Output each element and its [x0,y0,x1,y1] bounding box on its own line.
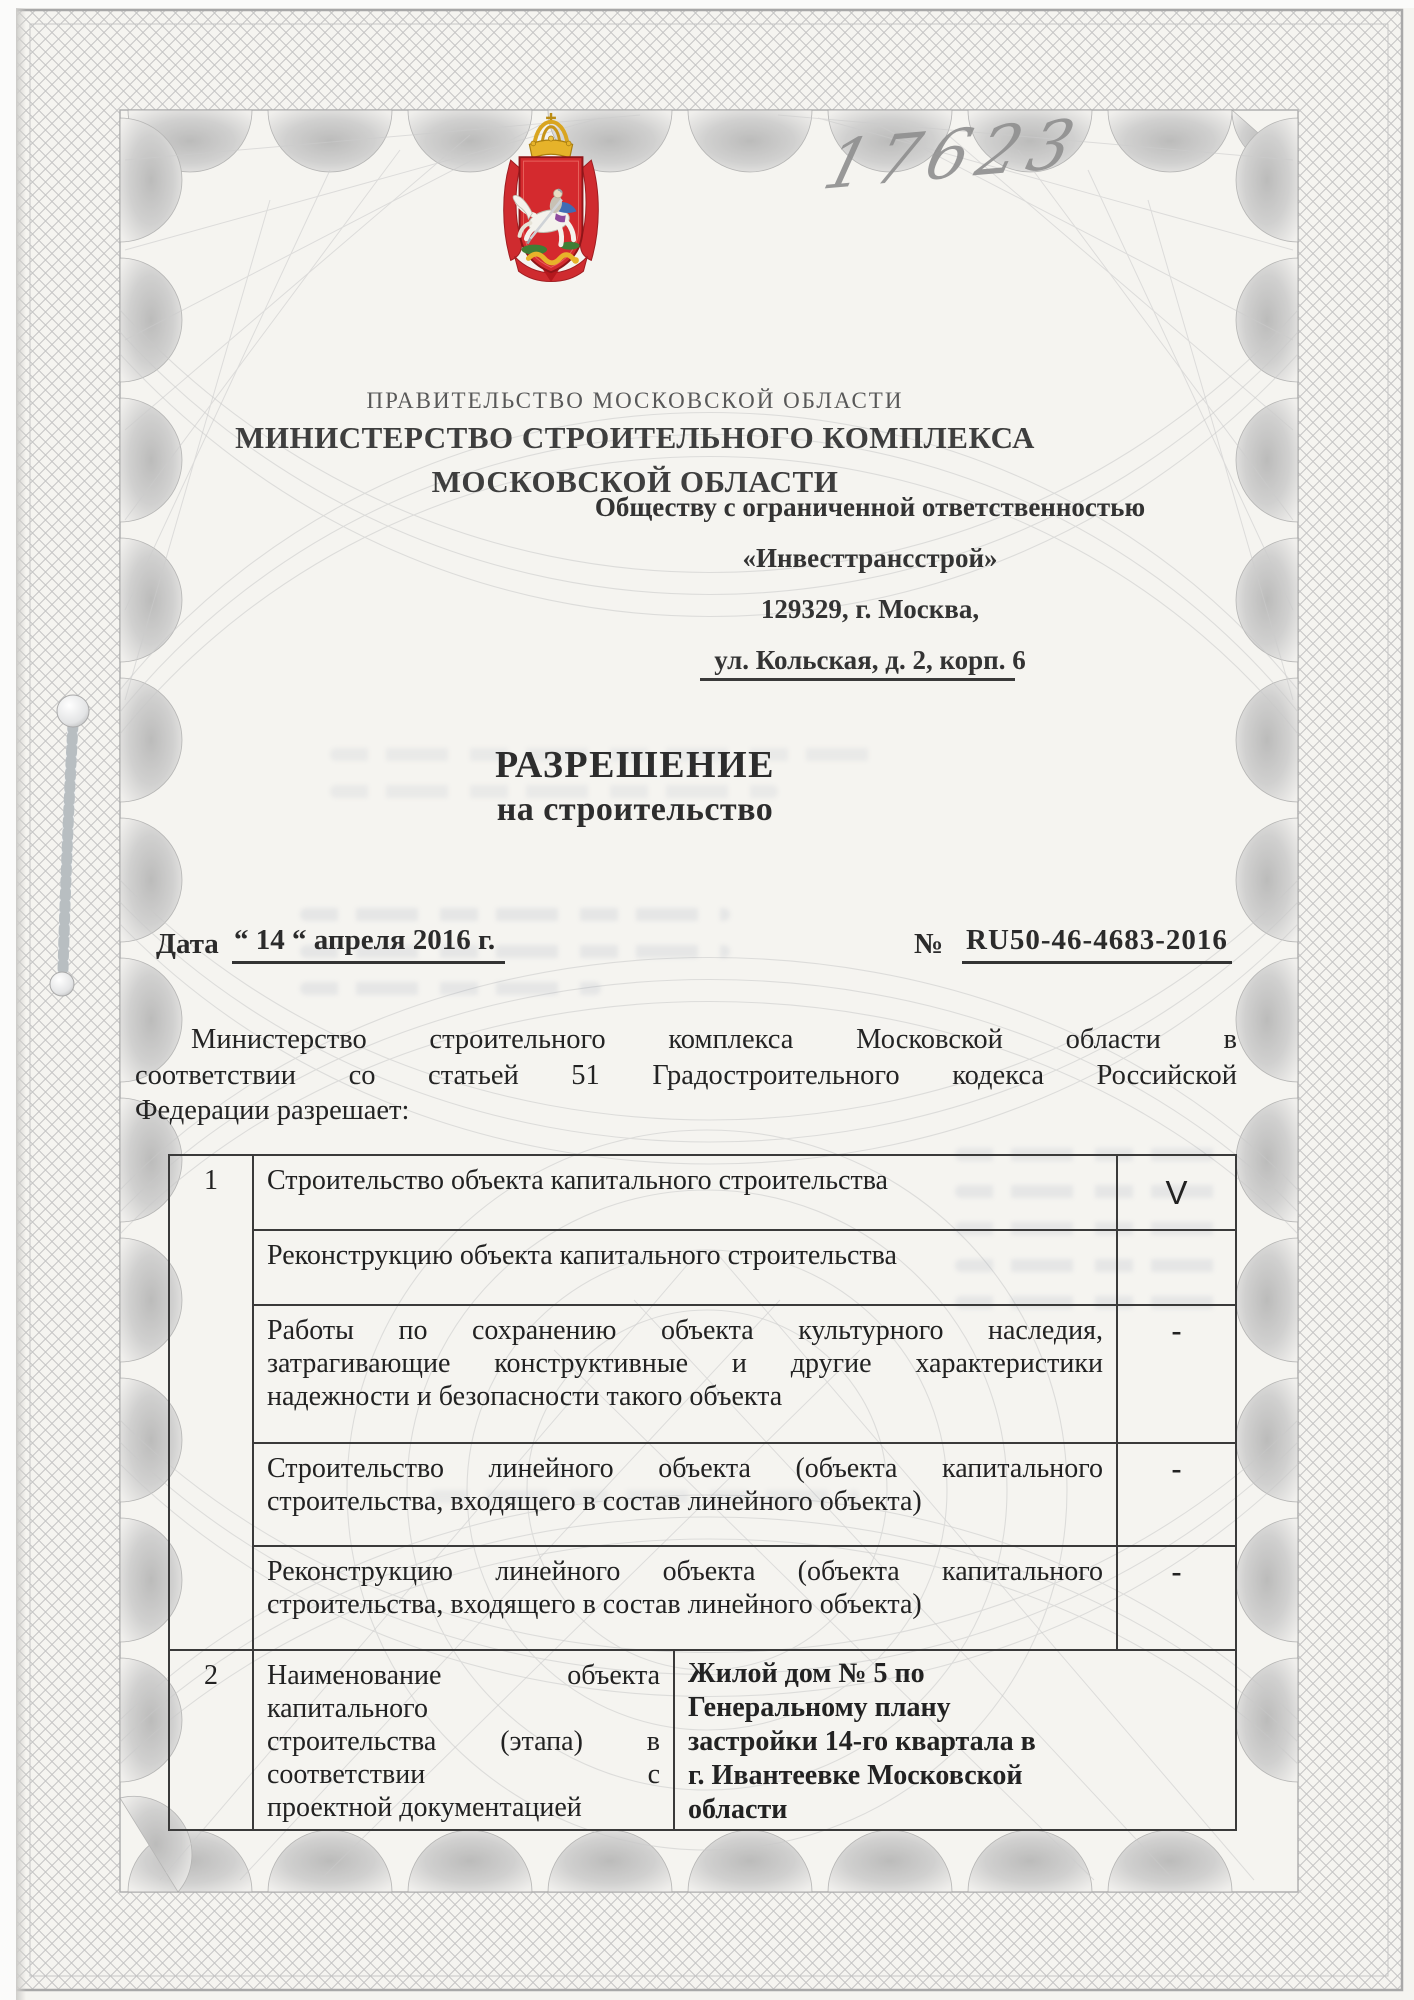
table-row: Строительство объекта капитального строительства [254,1156,1118,1231]
table-row: Работы по сохранению объекта культурного наследия, затрагивающие конструктивные и другие характеристики надежности и безопасности такого объекта [254,1306,1118,1444]
intro-paragraph: Министерство строительного комплекса Московской области в соответствии со статьей 51 Градостроительного кодекса Российской Федерации разрешает: [135,1024,1237,1126]
permit-table [168,1154,1237,1831]
title-line-1: РАЗРЕШЕНИЕ [495,744,775,786]
table-row: Реконструкцию объекта капитального строительства [254,1231,1118,1306]
date-number-row [0,924,1414,972]
item-2-number: 2 [170,1651,254,1829]
date-value: “ 14 “ апреля 2016 г. [232,924,505,964]
item-1-number: 1 [170,1156,254,1649]
ministry-heading: МИНИСТЕРСТВО СТРОИТЕЛЬНОГО КОМПЛЕКСА МОСКОВСКОЙ ОБЛАСТИ [235,420,1035,499]
item-2-question: Наименование объекта капитального строительства (этапа) в соответствии с проектной документацией [254,1651,675,1829]
document-title [135,742,1135,832]
row-mark: - [1171,1555,1182,1588]
scan-page-edge [0,0,16,2000]
handwritten-number: 17623 [815,103,1092,206]
row-mark: - [1118,1444,1235,1547]
row-mark: V [1118,1156,1235,1231]
number-label: № [914,928,944,960]
addressee-underline [700,678,1015,681]
table-item-1 [170,1156,1235,1651]
date-label: Дата [156,928,219,960]
table-row: Строительство линейного объекта (объекта капитального строительства, входящего в состав линейного объекта) [254,1444,1118,1547]
row-mark: - [1118,1306,1235,1444]
item-2-answer: Жилой дом № 5 по Генеральному плану застройки 14-го квартала в г. Ивантеевке Московской области [688,1658,1036,1825]
government-heading: ПРАВИТЕЛЬСТВО МОСКОВСКОЙ ОБЛАСТИ [366,388,904,413]
permit-number: RU50-46-4683-2016 [962,924,1232,964]
row-mark [1118,1231,1235,1306]
scan-edge-shadow [16,0,26,2000]
moscow-oblast-coat-of-arms-icon [487,111,615,284]
binding-cord [28,678,118,1018]
table-row: Реконструкцию линейного объекта (объекта капитального строительства, входящего в состав линейного объекта) [254,1547,1118,1649]
scan-top-edge [0,0,1414,8]
addressee-block: Обществу с ограниченной ответственностью «Инвесттрансстрой» 129329, г. Москва, ул. Кольская, д. 2, корп. 6 [594,492,1146,675]
table-item-2 [170,1651,1235,1829]
title-line-2: на строительство [496,791,774,828]
